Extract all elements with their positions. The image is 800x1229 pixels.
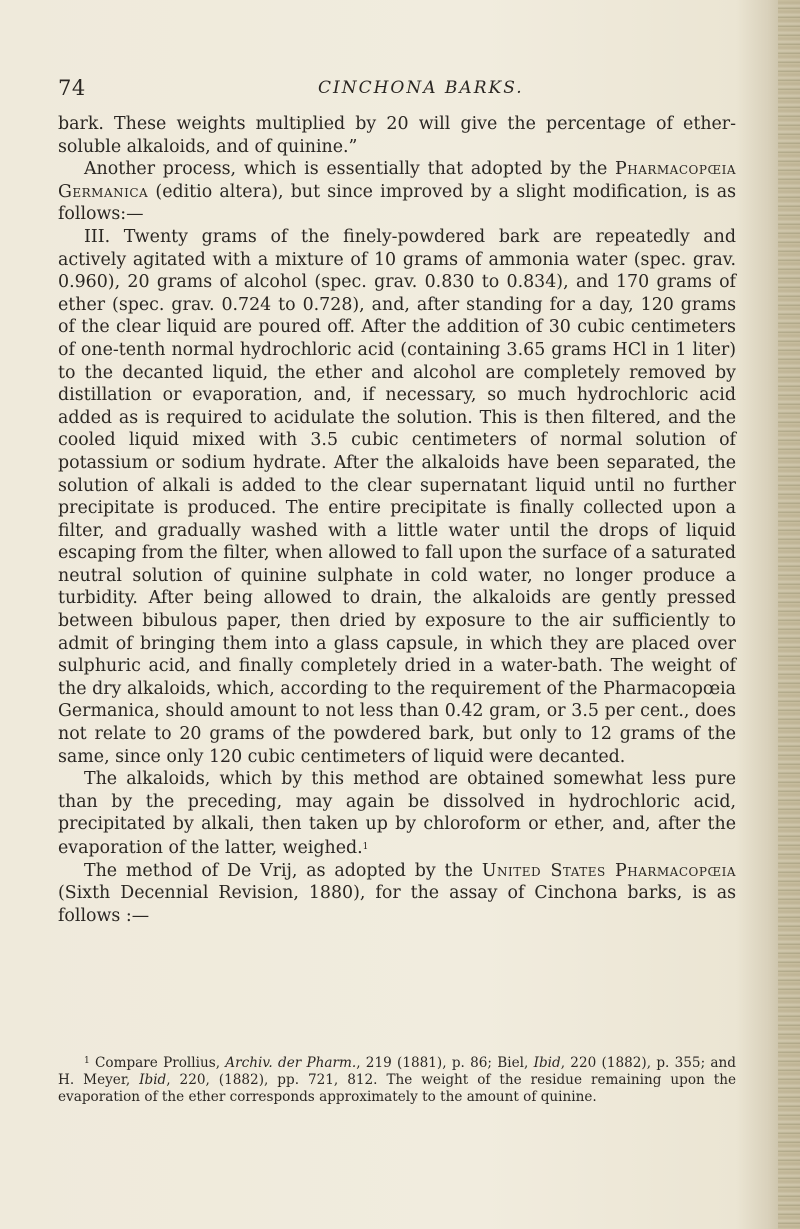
footnotes xyxy=(58,1053,736,1107)
paragraph-5: The method of De Vrij, as adopted by the United States Pharmacopœia (Sixth Decennial Revision, 1880), for the assay of Cinchona barks, is as follows :— xyxy=(58,860,736,926)
footnote-ref: 1 xyxy=(362,842,369,852)
body-text xyxy=(58,113,736,927)
paragraph-3: III. Twenty grams of the finely-powdered bark are repeatedly and actively agitated with a mixture of 10 grams of ammonia water (spec. grav. 0.960), 20 grams of alcohol (spec. grav. 0.830 to 0.834), and 170 grams of ether (spec. grav. 0.724 to 0.728), and, after standing for a day, 120 grams of the clear liquid are poured off. After the addition of 30 cubic centimeters of one-tenth normal hydrochloric acid (containing 3.65 grams HCl in 1 liter) to the decanted liquid, the ether and alcohol are completely removed by distillation or evaporation, and, if necessary, so much hydrochloric acid added as is required to acidulate the solution. This is then filtered, and the cooled liquid mixed with 3.5 cubic centimeters of normal solution of potassium or sodium hydrate. After the alkaloids have been separated, the solution of alkali is added to the clear supernatant liquid until no further precipitate is produced. The entire precipitate is finally collected upon a filter, and gradually washed with a little water until the drops of liquid escaping from the filter, when allowed to fall upon the surface of a saturated neutral solution of quinine sulphate in cold water, no longer produce a turbidity. After being allowed to drain, the alkaloids are gently pressed between bibulous paper, then dried by exposure to the air sufficiently to admit of bringing them into a glass capsule, in which they are placed over sulphuric acid, and finally completely dried in a water-bath. The weight of the dry alkaloids, which, according to the requirement of the Pharmacopœia Germanica, should amount to not less than 0.42 gram, or 3.5 per cent., does not relate to 20 grams of the powdered bark, but only to 12 grams of the same, since only 120 cubic centimeters of liquid were decanted. xyxy=(58,226,736,767)
page-edge xyxy=(778,0,800,1229)
footnote-1: $^1$ Compare Prollius, Archiv. der Pharm., 219 (1881), p. 86; Biel, Ibid, 220 (1882), p. 355; and H. Meyer, Ibid, 220, (1882), pp. 721, 812. The weight of the residue remaining upon the evaporation of the ether corresponds approximately to the amount of quinine. xyxy=(58,1055,736,1106)
page-number: 74 xyxy=(58,76,86,100)
paragraph-2: Another process, which is essentially that adopted by the Pharmacopœia Germanica (editio altera), but since improved by a slight modification, is as follows:— xyxy=(58,159,736,225)
running-title: CINCHONA BARKS. xyxy=(318,78,524,98)
us-pharmacopoeia: United States Pharmacopœia xyxy=(481,860,736,881)
pharmacopoeia-germanica: Pharmacopœia Germanica xyxy=(58,159,736,202)
paragraph-1: bark. These weights multiplied by 20 will give the percentage of ether-soluble alkaloids, and of quinine.” xyxy=(58,114,736,157)
page-header xyxy=(58,76,738,104)
footnote-marker: 1 xyxy=(84,1056,90,1066)
paragraph-4: The alkaloids, which by this method are obtained somewhat less pure than by the preceding, may again be dissolved in hydrochloric acid, precipitated by alkali, then taken up by chloroform or ether, and, after the evaporation of the latter, weighed.$^1$ xyxy=(58,769,736,858)
